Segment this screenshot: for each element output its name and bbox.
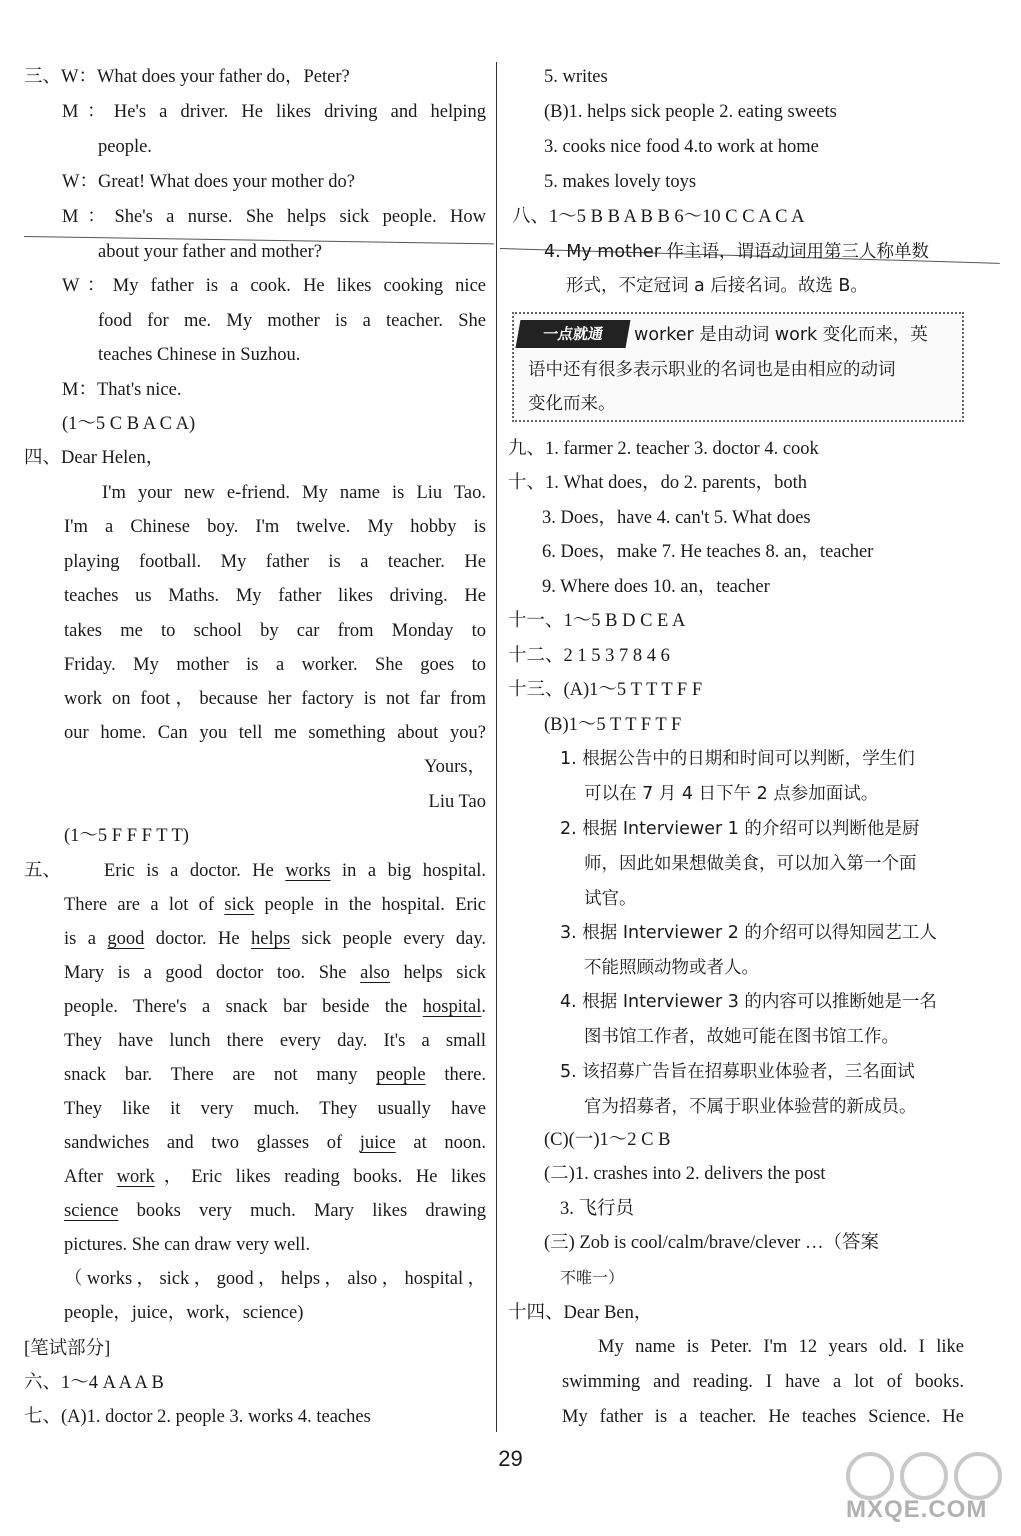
q4-signature: Liu Tao	[428, 792, 486, 812]
q5-text: ，Eric likes reading books. He likes	[154, 1167, 486, 1187]
q7-line-5: 5. makes lovely toys	[544, 172, 697, 192]
q4-line-1: I'm your new e-friend. My name is Liu Tao.	[102, 483, 486, 503]
q12-answers: 十二、2 1 5 3 7 8 4 6	[508, 646, 670, 666]
q13-exp-5a: 5. 该招募广告旨在招募职业体验者，三名面试	[560, 1062, 915, 1082]
q3-answers: (1～5 C B A C A)	[62, 414, 196, 434]
q5-text: There are a lot of	[64, 895, 225, 915]
q7-line-2: 5. writes	[544, 67, 608, 87]
q5-text: snack bar. There are not many	[64, 1065, 377, 1085]
q10-answers-2: 3. Does，have 4. can't 5. What does	[542, 508, 811, 528]
tip-badge: 一点就通	[516, 320, 631, 348]
q3-line-5: M：She's a nurse. She helps sick people. How	[62, 207, 486, 227]
q5-line-7	[64, 1062, 486, 1088]
q5-text: sick people every day.	[290, 929, 486, 949]
q3-line-3: people.	[98, 137, 152, 157]
q5-blank-people: people	[376, 1065, 426, 1085]
q5-label: 五、	[24, 861, 62, 881]
q5-text: people in the hospital. Eric	[254, 895, 487, 915]
q5-blank-helps: helps	[251, 929, 291, 949]
q4-greeting: 四、Dear Helen，	[24, 448, 165, 468]
q5-blank-also: also	[360, 963, 390, 983]
q5-line-2	[64, 892, 486, 918]
q5-text: helps sick	[389, 963, 486, 983]
q13-exp-1a: 1. 根据公告中的日期和时间可以判断，学生们	[560, 749, 915, 769]
q3-line-7: W：My father is a cook. He likes cooking nice	[62, 276, 486, 296]
q8-explanation-1: 4. My mother 作主语，谓语动词用第三人称单数	[544, 242, 930, 262]
q5-blank-work: work	[116, 1167, 155, 1187]
tip-box	[512, 312, 964, 422]
q13-exp-4a: 4. 根据 Interviewer 3 的内容可以推断她是一名	[560, 992, 937, 1012]
q5-word-bank-1: （works，sick，good，helps，also，hospital，	[64, 1269, 486, 1289]
tip-line-2: 语中还有很多表示职业的名词也是由相应的动词	[528, 360, 896, 380]
q5-line-1	[104, 858, 486, 884]
q5-line-6: They have lunch there every day. It's a small	[64, 1031, 486, 1051]
column-divider	[496, 62, 497, 1432]
q8-explanation-2: 形式，不定冠词 a 后接名词。故选 B。	[566, 276, 868, 296]
q5-text: in a big hospital.	[330, 861, 486, 881]
q4-line-6: Friday. My mother is a worker. She goes to	[64, 655, 486, 675]
q13-answers-c4: (三) Zob is cool/calm/brave/clever …（答案	[544, 1233, 879, 1253]
q4-line-8: our home. Can you tell me something about you?	[64, 723, 486, 743]
q5-line-9	[64, 1130, 486, 1156]
tip-line-1: worker 是由动词 work 变化而来，英	[634, 325, 928, 345]
q6-answers: 六、1～4 A A A B	[24, 1373, 164, 1393]
q5-line-11	[64, 1198, 486, 1224]
q14-line-3: My father is a teacher. He teaches Science. He	[562, 1407, 964, 1427]
q5-text: sandwiches and two glasses of	[64, 1133, 360, 1153]
watermark-text: MXQE.COM	[846, 1496, 988, 1523]
q14-greeting: 十四、Dear Ben，	[508, 1303, 653, 1323]
q5-text: books very much. Mary likes drawing	[118, 1201, 486, 1221]
q5-line-4	[64, 960, 486, 986]
q4-answers: (1～5 F F F T T)	[64, 826, 189, 846]
q14-line-2: swimming and reading. I have a lot of books.	[562, 1372, 964, 1392]
q5-blank-hospital: hospital	[422, 997, 482, 1017]
q10-answers-4: 9. Where does 10. an，teacher	[542, 577, 770, 597]
q5-line-3	[64, 926, 486, 952]
q13-answers-c: (C)(一)1～2 C B	[544, 1130, 671, 1150]
q3-line-6: about your father and mother?	[98, 242, 322, 262]
q10-answers-3: 6. Does，make 7. He teaches 8. an，teacher	[542, 542, 874, 562]
q5-line-10	[64, 1164, 486, 1190]
q13-exp-1b: 可以在 7 月 4 日下午 2 点参加面试。	[584, 784, 879, 804]
q5-text: doctor. He	[144, 929, 251, 949]
q5-blank-sick: sick	[224, 895, 255, 915]
q5-word-bank-2: people，juice，work，science)	[64, 1303, 304, 1323]
q5-text: After	[64, 1167, 117, 1187]
tip-line-3: 变化而来。	[528, 394, 616, 414]
q13-answers-c5: 不唯一）	[560, 1268, 625, 1287]
q7-line-3: (B)1. helps sick people 2. eating sweets	[544, 102, 837, 122]
q4-line-4: teaches us Maths. My father likes driving. He	[64, 586, 486, 606]
q5-blank-science: science	[64, 1201, 119, 1221]
written-section-heading: [笔试部分]	[24, 1339, 111, 1359]
q5-text: Mary is a good doctor too. She	[64, 963, 361, 983]
q4-line-3: playing football. My father is a teacher. He	[64, 552, 486, 572]
q10-answers-1: 十、1. What does，do 2. parents，both	[508, 473, 808, 493]
q7-line-4: 3. cooks nice food 4.to work at home	[544, 137, 819, 157]
q4-line-7: work on foot，because her factory is not far from	[64, 689, 486, 709]
page-number: 29	[498, 1446, 523, 1471]
q5-text: Eric is a doctor. He	[104, 861, 286, 881]
q5-line-8: They like it very much. They usually have	[64, 1099, 486, 1119]
q13-exp-2a: 2. 根据 Interviewer 1 的介绍可以判断他是厨	[560, 819, 920, 839]
q13-exp-4b: 图书馆工作者，故她可能在图书馆工作。	[584, 1027, 899, 1047]
q8-answers: 八、1～5 B B A B B 6～10 C C A C A	[512, 207, 805, 227]
q5-blank-works: works	[285, 861, 331, 881]
q3-line-4: W：Great! What does your mother do?	[62, 172, 355, 192]
q4-line-2: I'm a Chinese boy. I'm twelve. My hobby is	[64, 517, 486, 537]
q13-exp-2c: 试官。	[584, 889, 637, 909]
q5-text: people. There's a snack bar beside the	[64, 997, 423, 1017]
q13-answers-b: (B)1～5 T T F T F	[544, 715, 682, 735]
q3-line-2: M：He's a driver. He likes driving and helping	[62, 102, 486, 122]
q13-answers-c3: 3. 飞行员	[560, 1199, 635, 1219]
q3-line-1: 三、W：What does your father do，Peter?	[24, 67, 350, 87]
q13-answers-a: 十三、(A)1～5 T T T F F	[508, 680, 703, 700]
q3-line-8: food for me. My mother is a teacher. She	[98, 311, 486, 331]
q14-line-1: My name is Peter. I'm 12 years old. I like	[598, 1337, 964, 1357]
q13-exp-3a: 3. 根据 Interviewer 2 的介绍可以得知园艺工人	[560, 923, 937, 943]
q5-text: is a	[64, 929, 108, 949]
q5-text: .	[481, 997, 486, 1017]
q4-line-5: takes me to school by car from Monday to	[64, 621, 486, 641]
q9-answers: 九、1. farmer 2. teacher 3. doctor 4. cook	[508, 439, 819, 459]
q5-line-5	[64, 994, 486, 1020]
q5-line-12: pictures. She can draw very well.	[64, 1235, 311, 1255]
q4-closing: Yours，	[424, 757, 486, 777]
q13-exp-5b: 官为招募者，不属于职业体验营的新成员。	[584, 1097, 917, 1117]
q13-answers-c2: (二)1. crashes into 2. delivers the post	[544, 1164, 826, 1184]
q7-answers: 七、(A)1. doctor 2. people 3. works 4. teaches	[24, 1407, 371, 1427]
q5-text: there.	[425, 1065, 486, 1085]
q5-blank-juice: juice	[359, 1133, 396, 1153]
q13-exp-3b: 不能照顾动物或者人。	[584, 958, 759, 978]
q13-exp-2b: 师，因此如果想做美食，可以加入第一个面	[584, 854, 917, 874]
q5-text: at noon.	[395, 1133, 486, 1153]
q11-answers: 十一、1～5 B D C E A	[508, 611, 686, 631]
q3-line-10: M：That's nice.	[62, 380, 182, 400]
q5-blank-good: good	[107, 929, 145, 949]
q3-line-9: teaches Chinese in Suzhou.	[98, 345, 301, 365]
